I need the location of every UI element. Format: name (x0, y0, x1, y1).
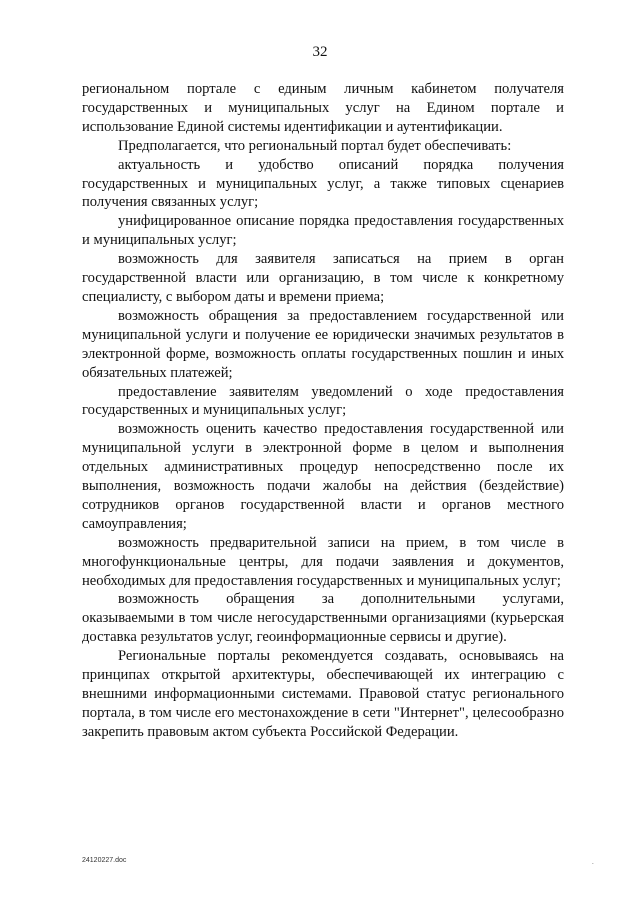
paragraph: Региональные порталы рекомендуется создавать, основываясь на принципах открытой архитектуры, обеспечивающей их интеграцию с внешними информационными системами. Правовой статус регионального портала, в том числе его местонахождение в сети "Интернет", целесообразно закрепить правовым актом субъекта Российской Федерации. (82, 648, 564, 740)
list-item: возможность предварительной записи на прием, в том числе в многофункциональные центры, для подачи заявления и документов, необходимых для предоставления государственных и муниципальных услуг; (82, 534, 564, 589)
page-number: 32 (312, 44, 328, 60)
list-item: унифицированное описание порядка предоставления государственных и муниципальных услуг; (82, 213, 564, 249)
list-item: возможность обращения за предоставлением государственной или муниципальной услуги и получение ее юридически значимых результатов в электронной форме, возможность оплаты государственных пошлин и иных обязательных платежей; (82, 307, 564, 381)
list-item: возможность обращения за дополнительными услугами, оказываемыми в том числе негосударственными организациями (курьерская доставка результатов услуг, геоинформационные сервисы и другие). (82, 591, 564, 646)
document-body (82, 80, 564, 742)
list-item: возможность оценить качество предоставления государственной или муниципальной услуги в электронной форме в целом и выполнения отдельных административных процедур непосредственно после их выполнения, возможность подачи жалобы на действия (бездействие) сотрудников органов государственной власти и органов местного самоуправления; (82, 421, 564, 532)
footer-mark: . (592, 858, 594, 866)
footer-filename: 24120227.doc (82, 857, 127, 864)
paragraph: Предполагается, что региональный портал будет обеспечивать: (118, 137, 512, 154)
list-item: предоставление заявителям уведомлений о ходе предоставления государственных и муниципальных услуг; (82, 383, 564, 419)
list-item: актуальность и удобство описаний порядка получения государственных и муниципальных услуг, а также типовых сценариев получения связанных услуг; (82, 156, 564, 211)
list-item: возможность для заявителя записаться на прием в орган государственной власти или организацию, в том числе к конкретному специалисту, с выбором даты и времени приема; (82, 251, 564, 305)
paragraph: региональном портале с единым личным кабинетом получателя государственных и муниципальных услуг на Едином портале и использование Единой системы идентификации и аутентификации. (82, 81, 564, 135)
